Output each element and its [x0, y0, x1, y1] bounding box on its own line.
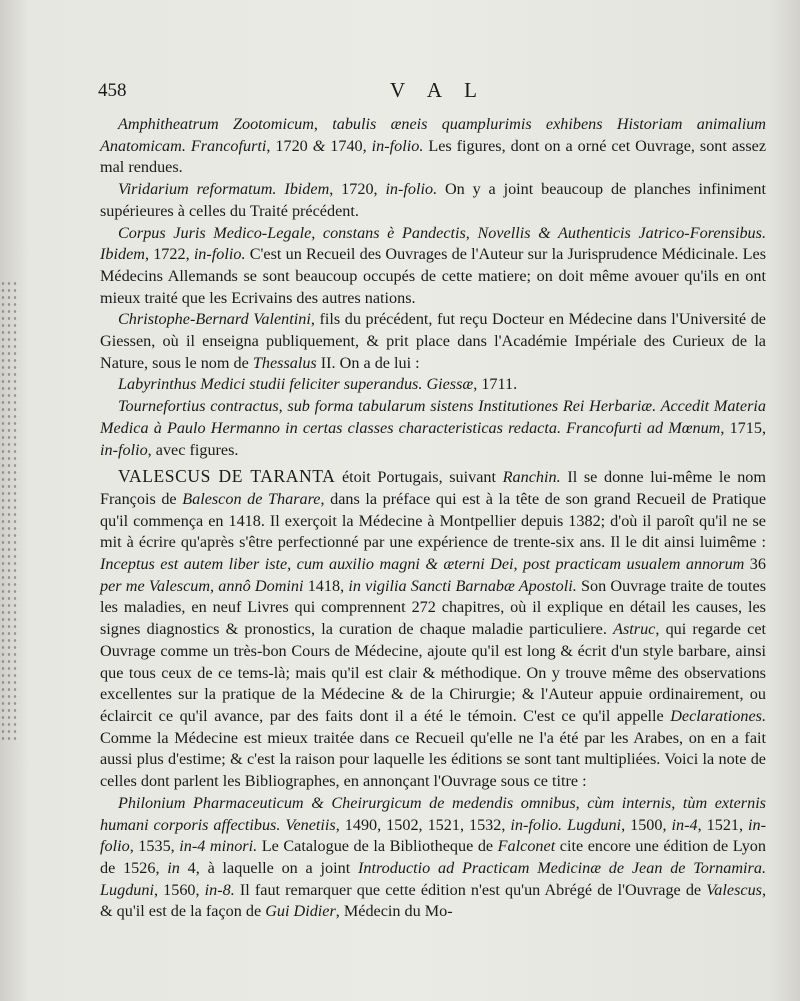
text-run: Il faut remarquer que cette édition n'est qu'un Abrégé de l'Ouvrage de [234, 880, 707, 899]
italic-run: Amphitheatrum Zootomicum [118, 115, 314, 133]
text-run: , 1715, [720, 418, 767, 437]
page-number: 458 [98, 80, 127, 101]
entry-paragraph [100, 793, 766, 923]
entry-paragraph-main [100, 466, 766, 793]
text-run: 1418, [303, 576, 349, 595]
text-run: , 1521, [697, 815, 749, 834]
italic-run: in-folio [100, 815, 767, 856]
italic-run: in-folio [100, 440, 148, 459]
text-run: étoit Portugais, suivant [335, 468, 503, 487]
italic-run: Philonium Pharmaceuticum & Cheirurgicum de medendis omnibus, cùm internis, tùm externis humani corporis affectibus. Venetiis [100, 793, 766, 834]
entry-paragraph [100, 374, 766, 396]
italic-run: per me Valescum, annô Domini [100, 576, 304, 595]
text-run: On y a joint beaucoup de planches infiniment supérieures à celles du Traité précédent. [100, 180, 766, 220]
text-run: II. On a de lui : [316, 353, 420, 372]
italic-run: in vigilia Sancti Barnabæ Apostoli. [348, 576, 577, 595]
text-run: , dans la préface qui est à la tête de son grand Recueil de Pratique qu'il commença en 1418. Il exerçoit la Médecine à Montpellier depuis 1382; d'où il paroît qu'il ne se mit à écrire qu'après s'être perfectionné par une expérience de trente-six ans. Il le dit ainsi luimême : [100, 489, 766, 552]
text-run: , 1535, [129, 837, 180, 856]
italic-run: Thessalus [252, 353, 317, 372]
text-run: 4, à laquelle on a joint [179, 858, 358, 877]
text-run: , 1720 [266, 136, 313, 155]
italic-run: in-4 [671, 815, 698, 834]
text-run: , 1711. [473, 375, 518, 394]
italic-run: Tournefortius contractus, sub forma tabularum sistens Institutiones Rei Herbariæ. Accedit Materia Medica à Paulo Hermanno in certas classes characteristicas redacta. Francofurti ad Mœnum [100, 397, 766, 437]
text-run: Il se donne lui-même le nom François de [100, 468, 766, 508]
text-run: Comme la Médecine est mieux traitée dans ce Recueil qu'elle ne l'a été par les Arabes, on en a fait aussi plus d'estime; & c'est la raison pour laquelle les éditions se sont tant multipliées. Voici la note de celles dont parlent les Bibliographes, en annonçant l'Ouvrage sous ce titre : [100, 728, 766, 791]
text-run: cite encore une édition de Lyon de 1526, [100, 837, 766, 877]
entry-headword: VALESCUS DE TARANTA [118, 466, 336, 487]
italic-run: & [312, 136, 326, 155]
body-text [100, 114, 766, 923]
text-run: , 1560, [153, 880, 205, 899]
italic-run: Balescon de Tharare [182, 489, 321, 508]
running-head: V A L [390, 78, 486, 102]
italic-run: Astruc [613, 620, 656, 639]
italic-run: in-folio. [371, 136, 424, 155]
italic-run: Introductio ad Practicam Medicinæ de Jean de Tornamira. Lugduni [100, 858, 766, 899]
entry-paragraph [100, 179, 766, 222]
italic-run: Viridarium reformatum. Ibidem [118, 180, 330, 199]
text-run: 1740, [325, 136, 372, 155]
text-run: , fils du précédent, fut reçu Docteur en Médecine dans l'Université de Giessen, où il enseigna publiquement, & prit place dans l'Académie Impériale des Curieux de la Nature, sous le nom de [100, 310, 766, 372]
italic-run: Inceptus est autem liber iste, cum auxilio magni & æterni Dei, post practicam usualem annorum [100, 555, 745, 574]
text-run: , avec figures. [147, 440, 239, 459]
italic-run: in-folio. Lugduni [510, 815, 622, 834]
text-run: , 1720, [329, 180, 386, 199]
italic-run: in-folio. [385, 180, 438, 199]
print-bleed-marks [0, 280, 20, 740]
text-run: , 1722, [144, 245, 194, 264]
text-run: Son Ouvrage traite de toutes les maladies, en neuf Livres qui comprennent 272 chapitres, où il explique en détail les causes, les signes diagnostics & pronostics, la curation de chaque maladie particuliere. [100, 576, 766, 639]
italic-run: Gui Didier [265, 902, 336, 921]
italic-run: Labyrinthus Medici studii feliciter superandus. Giessæ [118, 375, 474, 394]
entry-paragraph [100, 396, 766, 461]
italic-run: tabulis æneis quamplurimis exhibens Historiam animalium Anatomicam. Francofurti [100, 115, 766, 155]
text-run: , qui regarde cet Ouvrage comme un très-bon Cours de Médecine, ajoute qu'il est long & écrit d'un style barbare, ainsi que tous ceux de ce tems-là; mais qu'il est clair & méthodique. On y trouve même des observations excellentes sur la pratique de la Médecine & de la Chirurgie; & l'Auteur appuie ordinairement, ou éclaircit ce qu'il avance, par des faits dont il a été le témoin. C'est ce qu'il appelle [100, 620, 766, 725]
text-run: 36 [744, 555, 766, 574]
italic-run: Ranchin. [502, 468, 561, 487]
italic-run: Falconet [497, 837, 556, 856]
entry-paragraph [100, 114, 766, 179]
italic-run: in-8. [204, 880, 235, 899]
italic-run: in [167, 858, 180, 877]
text-run: , 1490, 1502, 1521, 1532, [335, 815, 511, 834]
italic-run: Corpus Juris Medico-Legale, constans è Pandectis, Novellis & Authenticis Jatrico-Forensibus. Ibidem [100, 223, 766, 264]
italic-run: Valescus [706, 880, 762, 899]
text-run: C'est un Recueil des Ouvrages de l'Auteur sur la Jurisprudence Médicinale. Les Médecins Allemands se sont beaucoup occupés de cette matiere; on doit même avouer qu'ils en ont mieux traité que les Ecrivains des autres nations. [100, 245, 766, 307]
text-run: Les figures, dont on a orné cet Ouvrage, sont assez mal rendues. [100, 136, 767, 177]
entry-paragraph [100, 223, 766, 310]
text-run: , 1500, [621, 815, 672, 834]
text-run: , & qu'il est de la façon de [100, 880, 767, 921]
page-header [98, 78, 764, 104]
italic-run: Christophe-Bernard Valentini [118, 310, 311, 329]
entry-paragraph [100, 309, 766, 374]
italic-run: in-4 minori. [179, 837, 258, 856]
text-run: , Médecin du Mo- [335, 902, 453, 921]
text-run: Le Catalogue de la Bibliotheque de [257, 837, 498, 856]
italic-run: in-folio. [193, 245, 246, 264]
text-run: , [313, 115, 333, 133]
italic-run: Declarationes. [670, 706, 766, 725]
